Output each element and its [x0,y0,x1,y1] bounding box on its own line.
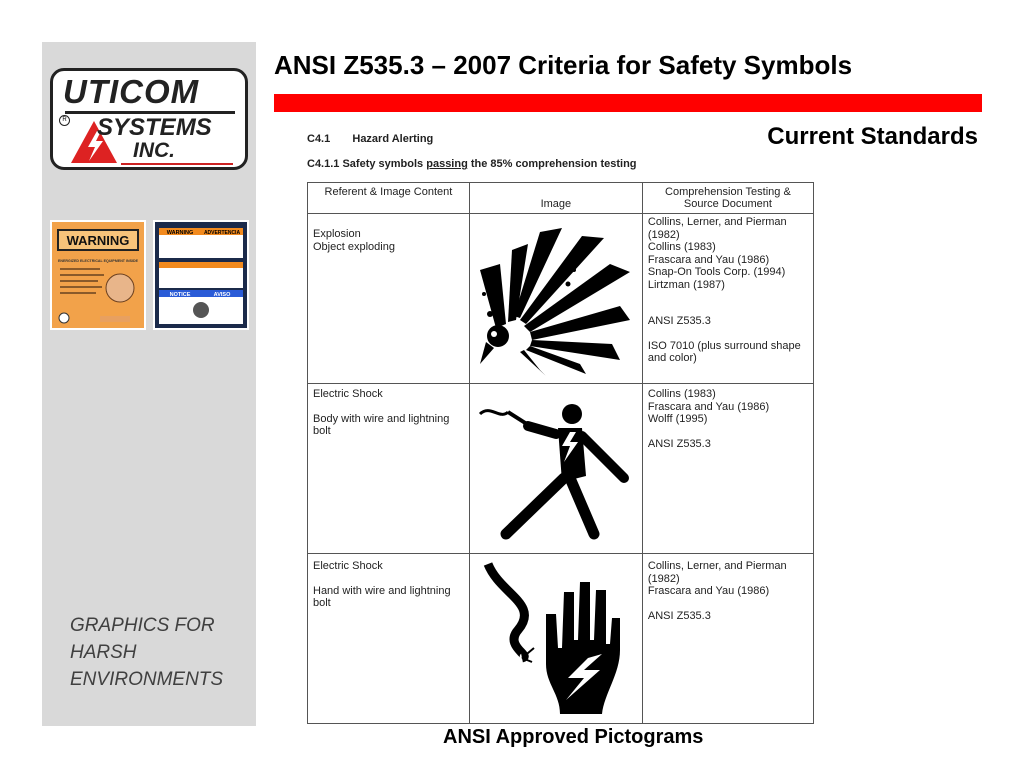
row2-referent [308,384,470,554]
row2-referent-line: Electric Shock [313,388,383,400]
table-row [308,214,814,384]
section-number: C4.1 [307,133,331,145]
row2-source-line: Collins (1983) [647,388,716,400]
col-header-image: Image [469,183,642,214]
section-title: Hazard Alerting [352,133,434,145]
row3-referent [308,554,470,724]
section-heading [307,133,433,145]
warning-label-photo-orange [50,220,146,330]
row1-source-line: and color) [647,352,697,364]
red-accent-bar [274,94,982,112]
col-header-source: Comprehension Testing & Source Document [642,183,813,214]
row3-referent-line: Hand with wire and lightning [313,584,451,597]
row2-source-line: ANSI Z535.3 [647,437,711,450]
row1-source-line: ISO 7010 (plus surround shape [647,339,801,352]
logo-line2: SYSTEMS [97,114,212,141]
warning-label-photo-bilingual [153,220,249,330]
safety-symbols-table [307,182,814,724]
photo2-aviso: AVISO [213,292,231,298]
logo-line1: UTICOM [63,73,200,110]
table-row [308,384,814,554]
electric-shock-hand-pictogram [469,554,642,724]
electric-shock-hand-icon [470,554,642,720]
photo2-notice: NOTICE [169,292,191,298]
electric-shock-body-pictogram [469,384,642,554]
tagline-line3: ENVIRONMENTS [70,669,224,690]
row3-sources [642,554,813,724]
subsection-underlined: passing [426,158,468,170]
row2-source-line: Wolff (1995) [647,413,708,425]
row3-referent-line: bolt [313,597,331,609]
row1-source-line: Snap-On Tools Corp. (1994) [647,266,786,278]
explosion-pictogram [469,214,642,384]
registered-mark: R [59,115,70,126]
row1-referent-line: Explosion [313,228,361,240]
uticom-logo [50,68,248,170]
subsection-post: the 85% comprehension testing [467,158,637,170]
table-row [308,554,814,724]
row3-source-line: (1982) [647,572,680,585]
photo1-header: WARNING [66,233,130,248]
row1-source-line: (1982) [647,228,680,241]
row1-referent [308,214,470,384]
row1-source-line: Collins, Lerner, and Pierman [647,216,787,228]
logo-red-rule [121,163,233,165]
photo2-header1: WARNING [166,230,194,236]
photo2-header2: ADVERTENCIA [203,230,241,236]
row2-source-line: Frascara and Yau (1986) [647,400,770,413]
electric-shock-body-icon [470,384,642,550]
row3-referent-line: Electric Shock [313,560,383,572]
tagline [70,612,240,693]
table-header-row [308,183,814,214]
subsection-heading [307,158,637,170]
subsection-pre: C4.1.1 Safety symbols [307,158,427,170]
row3-source-line: Collins, Lerner, and Pierman [647,560,787,572]
row3-source-line: ANSI Z535.3 [647,609,711,622]
photo1-body: ENERGIZED ELECTRICAL EQUIPMENT INSIDE [57,259,139,263]
caption: ANSI Approved Pictograms [443,726,704,748]
row1-referent-line: Object exploding [313,240,395,253]
tagline-line1: GRAPHICS FOR [70,615,215,636]
page-subtitle: Current Standards [767,123,978,150]
row1-source-line: Lirtzman (1987) [647,278,725,291]
explosion-icon [470,214,642,380]
row1-sources [642,214,813,384]
col-header-referent: Referent & Image Content [308,183,470,214]
row1-source-line: Frascara and Yau (1986) [647,253,770,266]
tagline-line2: HARSH [70,642,137,663]
logo-line3: INC. [133,139,175,162]
page-title: ANSI Z535.3 – 2007 Criteria for Safety Symbols [274,50,853,80]
row3-source-line: Frascara and Yau (1986) [647,585,770,597]
row2-sources [642,384,813,554]
row2-referent-line: Body with wire and lightning bolt [313,412,450,437]
row1-source-line: ANSI Z535.3 [647,315,711,327]
row1-source-line: Collins (1983) [647,241,716,253]
